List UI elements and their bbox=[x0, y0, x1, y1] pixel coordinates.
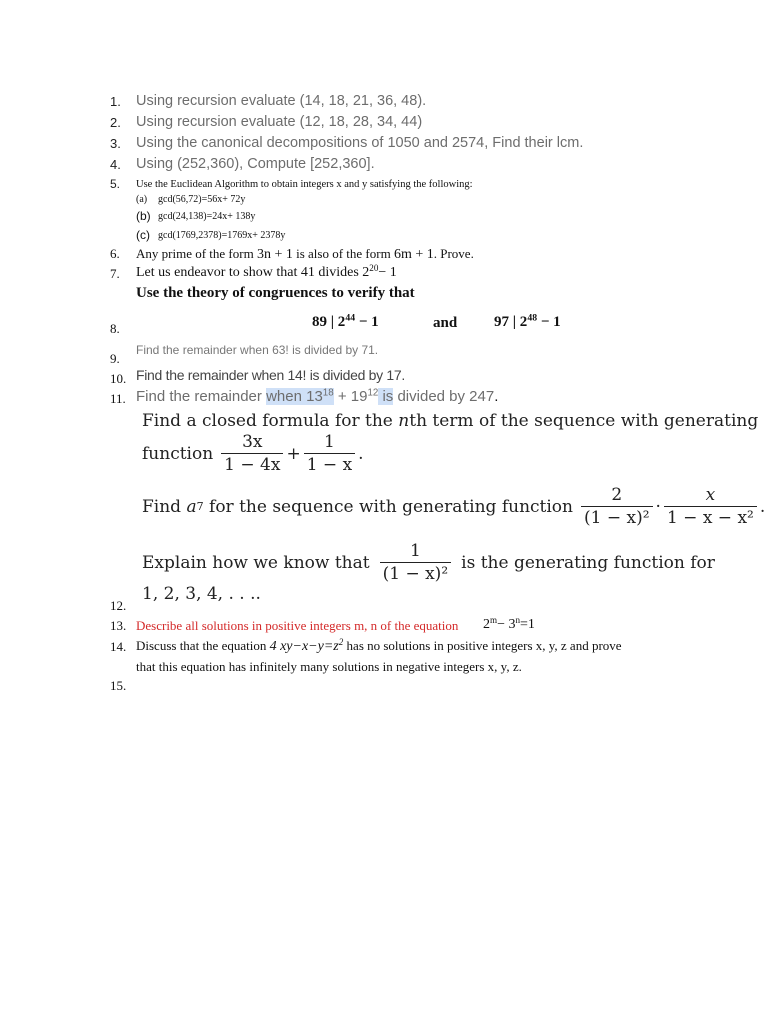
q12-q1-pre: Find a closed formula for the bbox=[142, 411, 393, 431]
item-number: 10. bbox=[110, 371, 127, 386]
q7-text: Let us endeavor to show that 41 divides bbox=[136, 265, 359, 280]
q12-f2-denominator: 1 − x bbox=[304, 453, 355, 475]
q13-exponent-n: n bbox=[515, 615, 521, 625]
q12-q1-period: . bbox=[358, 443, 364, 464]
item-number: 3. bbox=[110, 136, 121, 151]
q13-equals-1: =1 bbox=[520, 617, 535, 632]
q7-tail: − 1 bbox=[378, 265, 397, 280]
item-number: 14. bbox=[110, 639, 127, 654]
q11-pre: Find the remainder bbox=[136, 388, 267, 405]
q11-when: when 13 bbox=[266, 388, 323, 405]
question-2-text: Using recursion evaluate (12, 18, 28, 34, 44) bbox=[136, 114, 423, 130]
question-6-text bbox=[136, 246, 474, 263]
q12-line-3 bbox=[142, 485, 765, 528]
question-11-text bbox=[136, 388, 498, 405]
q12-line-1 bbox=[142, 411, 758, 431]
q12-line-4 bbox=[142, 541, 715, 584]
q12-q1-var: n bbox=[398, 411, 410, 431]
q8-b-exponent: 48 bbox=[527, 312, 538, 324]
question-3-text: Using the canonical decompositions of 1050 and 2574, Find their lcm. bbox=[136, 135, 584, 151]
item-number: 2. bbox=[110, 115, 121, 130]
q8-and: and bbox=[433, 315, 458, 331]
q13-equation bbox=[483, 617, 535, 633]
q12-q2-pre: Find bbox=[142, 496, 182, 517]
q14-pre: Discuss that the equation bbox=[136, 638, 267, 653]
item-number: 1. bbox=[110, 94, 121, 109]
q13-base-a: 2 bbox=[483, 617, 490, 632]
q11-period: . bbox=[494, 388, 499, 405]
q12-plus: + bbox=[286, 443, 301, 464]
q12-f1-numerator: 3x bbox=[242, 432, 263, 452]
q7-base: 2 bbox=[362, 265, 370, 280]
q11-highlight-1 bbox=[266, 388, 334, 405]
q8-a-base: 89 | 2 bbox=[312, 314, 346, 330]
q12-f3-numerator: 2 bbox=[611, 485, 623, 505]
item-number: 9. bbox=[110, 351, 120, 366]
q14-post: has no solutions in positive integers x, y, z and prove bbox=[346, 638, 622, 653]
q14-equation bbox=[270, 639, 344, 654]
q12-q3-post: is the generating function for bbox=[461, 552, 715, 573]
q8-b-tail: − 1 bbox=[537, 314, 561, 330]
item-number: 15. bbox=[110, 678, 127, 693]
q11-exponent-2: 12 bbox=[367, 387, 379, 399]
q11-highlight-2: is bbox=[378, 388, 394, 405]
q6-post: . Prove. bbox=[433, 246, 474, 261]
q8-a-exponent: 44 bbox=[345, 312, 356, 324]
q12-fraction-2 bbox=[304, 432, 355, 475]
item-number: 8. bbox=[110, 321, 120, 336]
q14-exponent: 2 bbox=[338, 637, 344, 647]
q11-mid: + 19 bbox=[333, 388, 368, 405]
q8-b-base: 97 | 2 bbox=[494, 314, 528, 330]
q12-q1-post: th term of the sequence with generating bbox=[409, 411, 759, 431]
q11-exponent-1: 18 bbox=[322, 387, 334, 399]
q13-minus-3: − 3 bbox=[497, 617, 516, 632]
item-number: 4. bbox=[110, 157, 121, 172]
q12-fraction-4 bbox=[664, 485, 757, 528]
q6-form1: 3n + 1 bbox=[256, 247, 293, 262]
q13-exponent-m: m bbox=[490, 615, 498, 625]
item-number: 12. bbox=[110, 598, 127, 613]
q8-congruence-b bbox=[494, 314, 561, 331]
sub-text-a: gcd(56,72)=56x+ 72y bbox=[158, 194, 246, 205]
question-7-text bbox=[136, 265, 397, 281]
q6-form2: 6m + 1 bbox=[393, 247, 434, 262]
q11-post: divided by 247 bbox=[393, 388, 495, 405]
q12-f1-denominator: 1 − 4x bbox=[221, 453, 283, 475]
question-14-line-2: that this equation has infinitely many solutions in negative integers x, y, z. bbox=[136, 659, 522, 674]
q6-mid: is also of the form bbox=[296, 246, 391, 261]
question-13-text: Describe all solutions in positive integers m, n of the equation bbox=[136, 618, 459, 633]
q12-f4-numerator: x bbox=[705, 485, 716, 505]
question-5-text: Use the Euclidean Algorithm to obtain integers x and y satisfying the following: bbox=[136, 179, 473, 190]
q12-fraction-3 bbox=[581, 485, 653, 528]
q12-fraction-1 bbox=[221, 432, 283, 475]
q12-f3-denominator: (1 − x)² bbox=[581, 506, 653, 528]
q12-f5-denominator: (1 − x)² bbox=[380, 562, 452, 584]
sub-text-b: gcd(24,138)=24x+ 138y bbox=[158, 211, 256, 222]
q12-line-2 bbox=[142, 432, 364, 475]
sub-label-a: (a) bbox=[136, 194, 148, 205]
q6-pre: Any prime of the form bbox=[136, 246, 254, 261]
item-number: 13. bbox=[110, 618, 127, 633]
q12-f2-numerator: 1 bbox=[324, 432, 335, 452]
question-1-text: Using recursion evaluate (14, 18, 21, 36, 48). bbox=[136, 93, 427, 109]
q12-q2-post: for the sequence with generating function bbox=[209, 496, 573, 517]
sub-text-c: gcd(1769,2378)=1769x+ 2378y bbox=[158, 230, 286, 241]
q7-exponent: 20 bbox=[369, 263, 379, 273]
q12-q3-pre: Explain how we know that bbox=[142, 552, 370, 573]
q8-congruence-a bbox=[312, 314, 379, 331]
q12-function-word: function bbox=[142, 443, 214, 464]
q12-f5-numerator: 1 bbox=[409, 541, 421, 561]
question-14-text bbox=[136, 638, 622, 655]
question-4-text: Using (252,360), Compute [252,360]. bbox=[136, 156, 375, 172]
q12-fraction-5 bbox=[380, 541, 452, 584]
sub-label-c: (c) bbox=[136, 228, 150, 242]
q12-line-5: 1, 2, 3, 4, . . .. bbox=[142, 584, 261, 604]
question-9-text: Find the remainder when 63! is divided by 71. bbox=[136, 343, 379, 357]
question-8-heading: Use the theory of congruences to verify that bbox=[136, 285, 415, 301]
item-number: 5. bbox=[110, 177, 121, 191]
sub-label-b: (b) bbox=[136, 209, 151, 223]
question-10-text: Find the remainder when 14! is divided by 17. bbox=[136, 367, 405, 383]
item-number: 6. bbox=[110, 246, 120, 261]
q8-a-tail: − 1 bbox=[355, 314, 379, 330]
q12-q2-period: . bbox=[759, 496, 766, 517]
q12-q2-subscript: 7 bbox=[196, 500, 204, 513]
item-number: 11. bbox=[110, 391, 126, 406]
q12-q2-var: a bbox=[186, 496, 197, 517]
item-number: 7. bbox=[110, 266, 120, 281]
q14-equation-body: 4 xy−x−y=z bbox=[269, 639, 339, 654]
q12-dot: · bbox=[655, 496, 661, 517]
q12-f4-denominator: 1 − x − x² bbox=[664, 506, 757, 528]
